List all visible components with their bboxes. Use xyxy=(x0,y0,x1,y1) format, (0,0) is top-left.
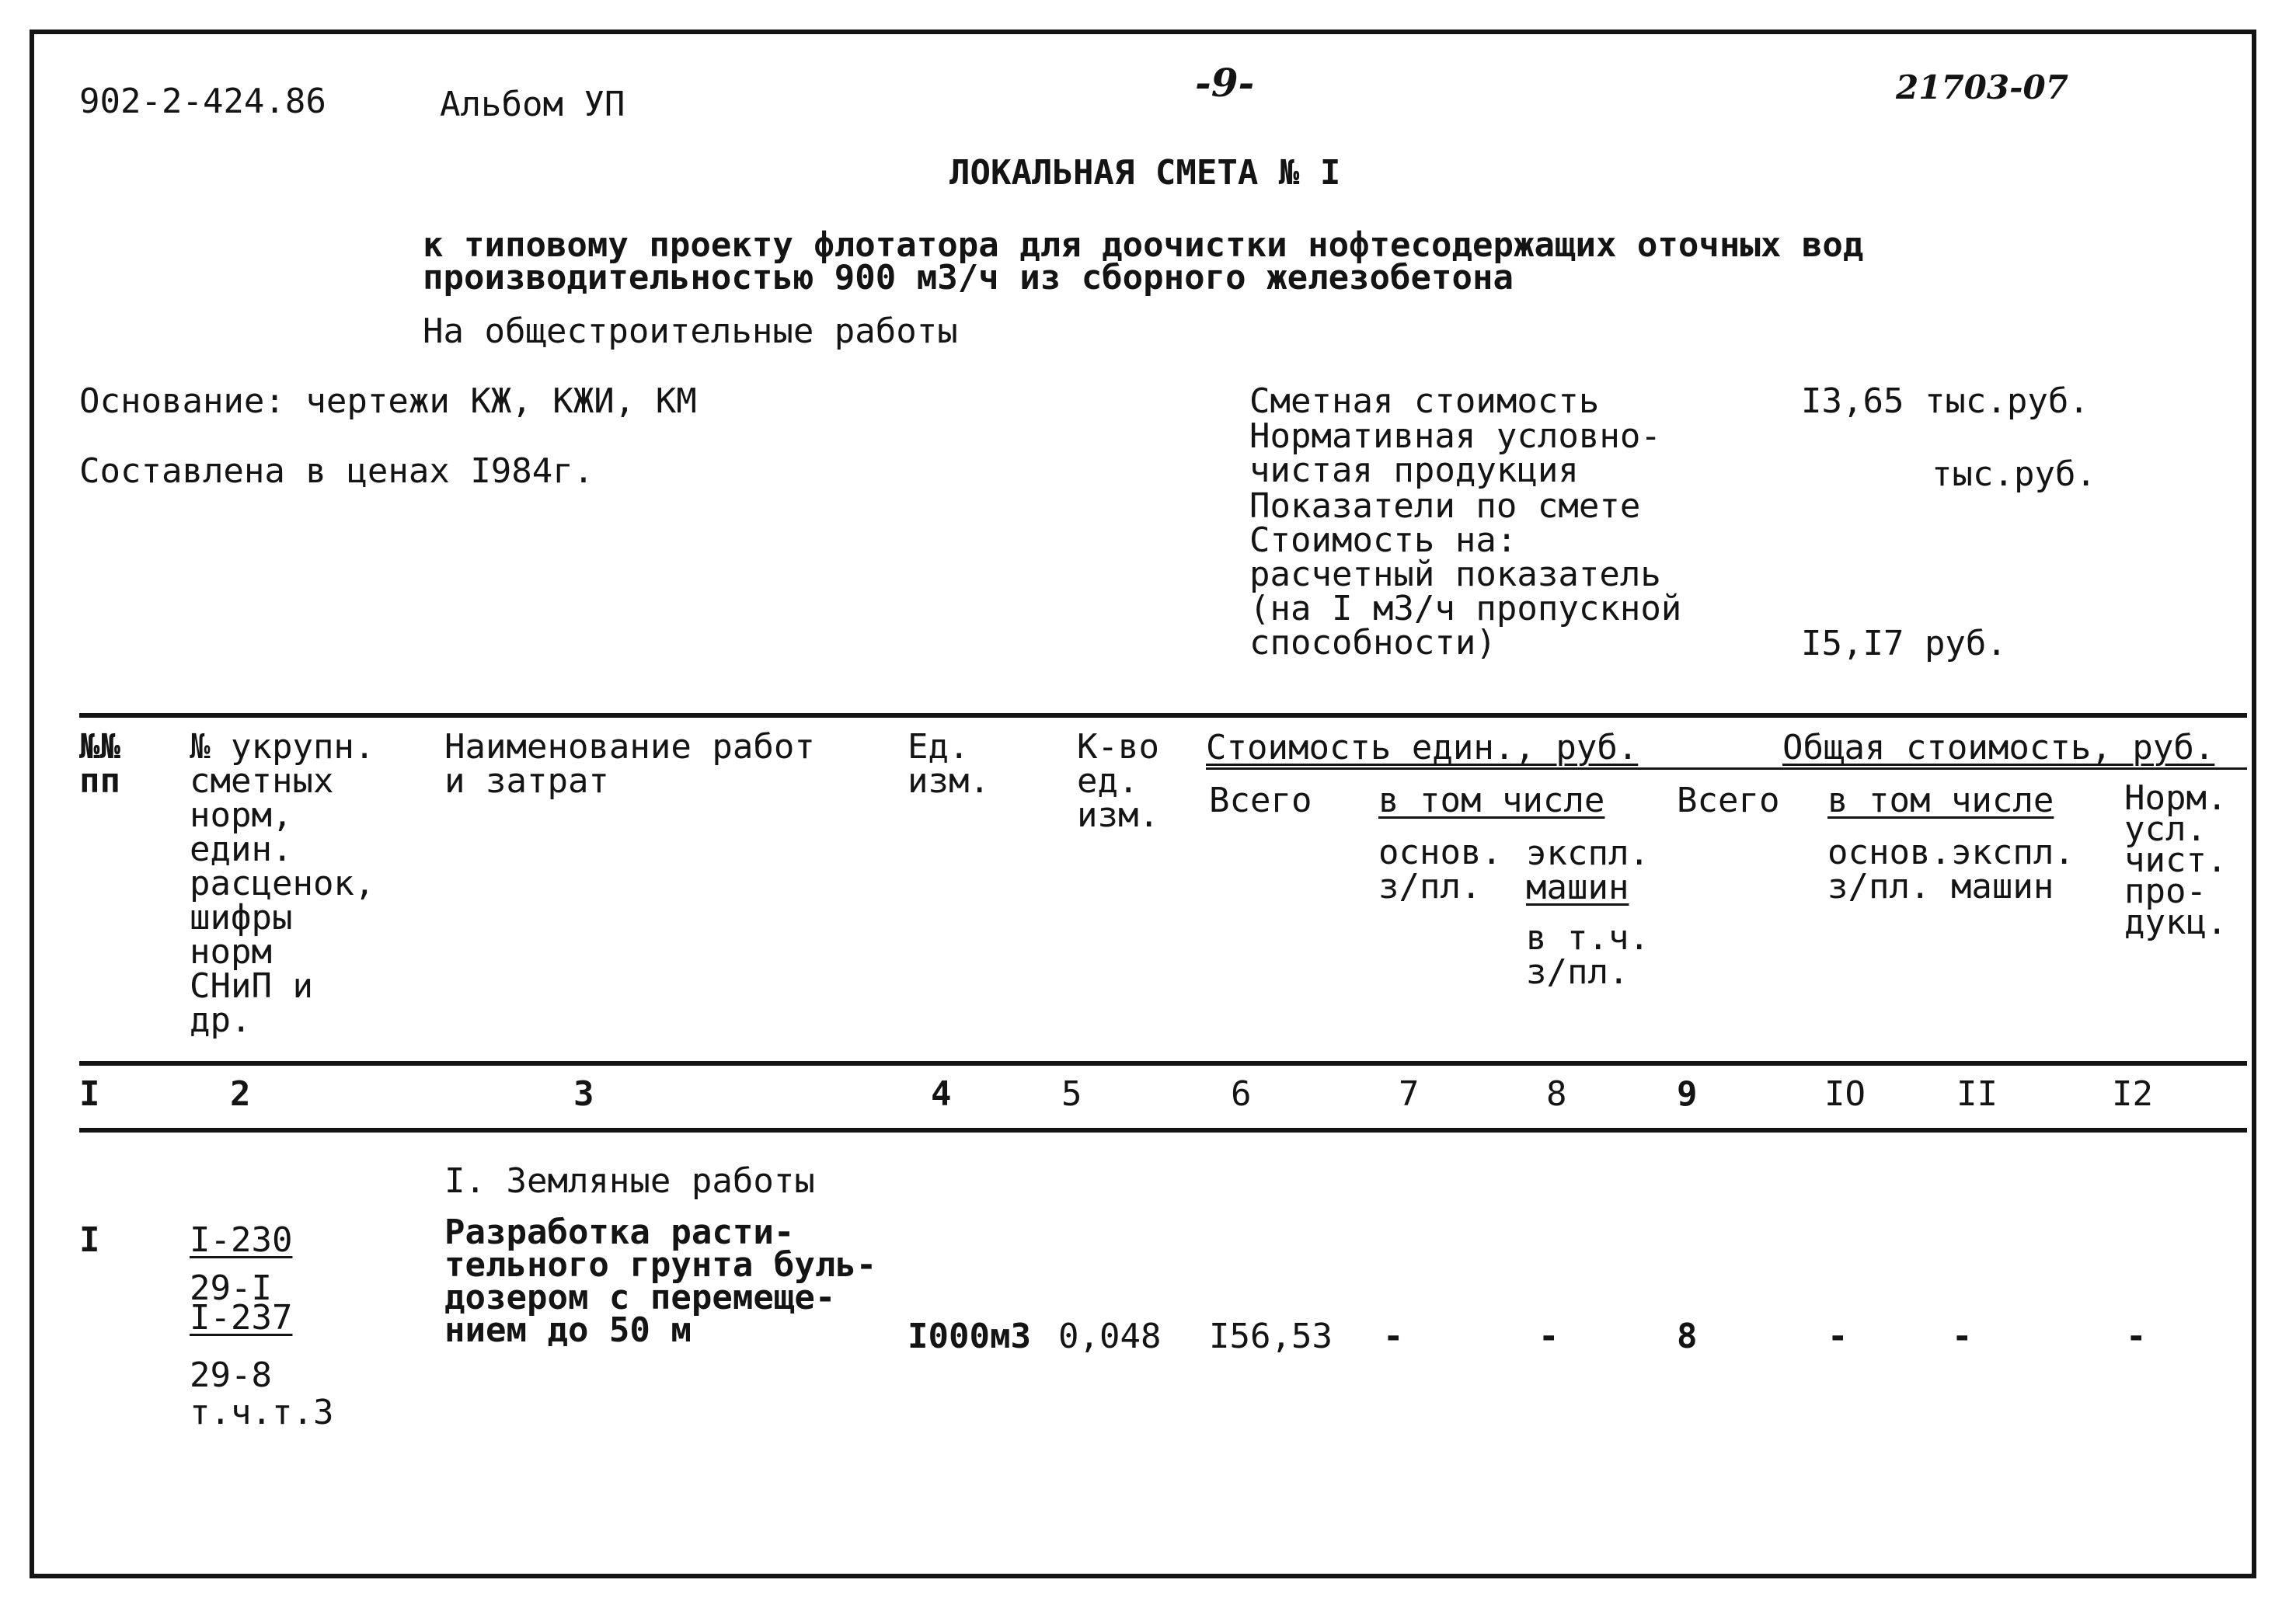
row-num: I xyxy=(79,1220,100,1260)
header-col-name: Наименование работ и затрат xyxy=(444,727,815,801)
col-number-9: 9 xyxy=(1677,1074,1698,1114)
header-col-machines-mid: машин xyxy=(1526,868,1629,907)
col-number-8: 8 xyxy=(1546,1074,1567,1114)
header-col-unit: Ед. изм. xyxy=(908,727,990,801)
row-unit: I000м3 xyxy=(908,1317,1031,1356)
row-code-2: I-237 xyxy=(190,1298,293,1338)
header-col-unit-total: Всего xyxy=(1209,781,1312,820)
estimated-cost-label: Сметная стоимость xyxy=(1249,381,1600,421)
row-total-base-wage: - xyxy=(1827,1317,1848,1356)
col-number-6: 6 xyxy=(1231,1074,1252,1114)
document-subtitle-line2: производительностью 900 м3/ч из сборного железобетона xyxy=(423,258,1514,298)
header-unit-cost-group: Стоимость един., руб. xyxy=(1206,728,1639,767)
header-group-underline xyxy=(1206,767,2247,770)
estimated-cost-value: I3,65 тыс.руб. xyxy=(1801,381,2089,421)
basis-line: Основание: чертежи КЖ, КЖИ, КМ xyxy=(79,381,697,421)
col-number-7: 7 xyxy=(1399,1074,1420,1114)
col-number-10: IO xyxy=(1824,1074,1866,1114)
archive-number: 21703-07 xyxy=(1896,68,2068,106)
header-col-norm: Норм. усл. чист. про- дукц. xyxy=(2124,778,2228,942)
page-number: -9- xyxy=(1195,60,1255,106)
normative-value: тыс.руб. xyxy=(1932,454,2096,494)
header-col-machines-wage: в т.ч. з/пл. xyxy=(1526,918,1650,992)
row-qty: 0,048 xyxy=(1058,1317,1162,1356)
document-title: ЛОКАЛЬНАЯ СМЕТА № I xyxy=(949,153,1341,193)
album-label: Альбом УП xyxy=(440,85,625,124)
normative-label: Нормативная условно- чистая продукция xyxy=(1249,416,1661,490)
document-subtitle-line1: к типовому проекту флотатора для доочистки нофтесодержащих оточных вод xyxy=(423,225,1864,265)
project-code: 902-2-424.86 xyxy=(79,82,326,121)
row-unit-base-wage: - xyxy=(1383,1317,1404,1356)
header-col-total-split: основ.экспл. з/пл. машин xyxy=(1827,833,2075,906)
header-col-machines-top: экспл. xyxy=(1526,833,1650,873)
header-incl-1: в том числе xyxy=(1378,781,1605,820)
row-norm-product: - xyxy=(2126,1317,2147,1356)
col-number-2: 2 xyxy=(230,1074,251,1114)
col-number-1: I xyxy=(79,1074,100,1114)
row-total-machines: - xyxy=(1952,1317,1973,1356)
table-top-rule xyxy=(79,713,2247,718)
section-title: I. Земляные работы xyxy=(444,1161,815,1201)
header-col-code: № укрупн. сметных норм, един. расценок, шифры норм СНиП и др. xyxy=(190,727,375,1040)
row-total: 8 xyxy=(1677,1317,1698,1356)
col-number-12: I2 xyxy=(2112,1074,2153,1114)
header-total-cost-group: Общая стоимость, руб. xyxy=(1782,728,2215,767)
row-work-name: Разработка расти- тельного грунта буль- дозером с перемеще- нием до 50 м xyxy=(444,1213,877,1350)
col-number-4: 4 xyxy=(931,1074,952,1114)
indicators-label: Показатели по смете Стоимость на: расчетный показатель (на I м3/ч пропускной способности) xyxy=(1249,486,1682,663)
header-col-qty: К-во ед. изм. xyxy=(1077,727,1159,835)
row-unit-machines: - xyxy=(1538,1317,1559,1356)
row-code-1: I-230 xyxy=(190,1220,293,1260)
col-number-5: 5 xyxy=(1061,1074,1082,1114)
header-col-num: №№ пп xyxy=(79,727,120,801)
indicators-value: I5,I7 руб. xyxy=(1801,624,2007,663)
header-bottom-rule xyxy=(79,1061,2247,1066)
row-code-note: т.ч.т.3 xyxy=(190,1393,334,1432)
work-type: На общестроительные работы xyxy=(423,311,958,351)
header-incl-2: в том числе xyxy=(1827,781,2054,820)
column-numbers-bottom-rule xyxy=(79,1128,2247,1133)
header-col-total: Всего xyxy=(1677,781,1780,820)
row-code-2-sub: 29-8 xyxy=(190,1355,272,1395)
col-number-11: II xyxy=(1956,1074,1998,1114)
header-col-base-wage: основ. з/пл. xyxy=(1378,833,1502,906)
row-code-1-sub: 29-I xyxy=(190,1268,272,1308)
col-number-3: 3 xyxy=(573,1074,594,1114)
prices-line: Составлена в ценах I984г. xyxy=(79,451,594,491)
row-unit-total: I56,53 xyxy=(1209,1317,1333,1356)
